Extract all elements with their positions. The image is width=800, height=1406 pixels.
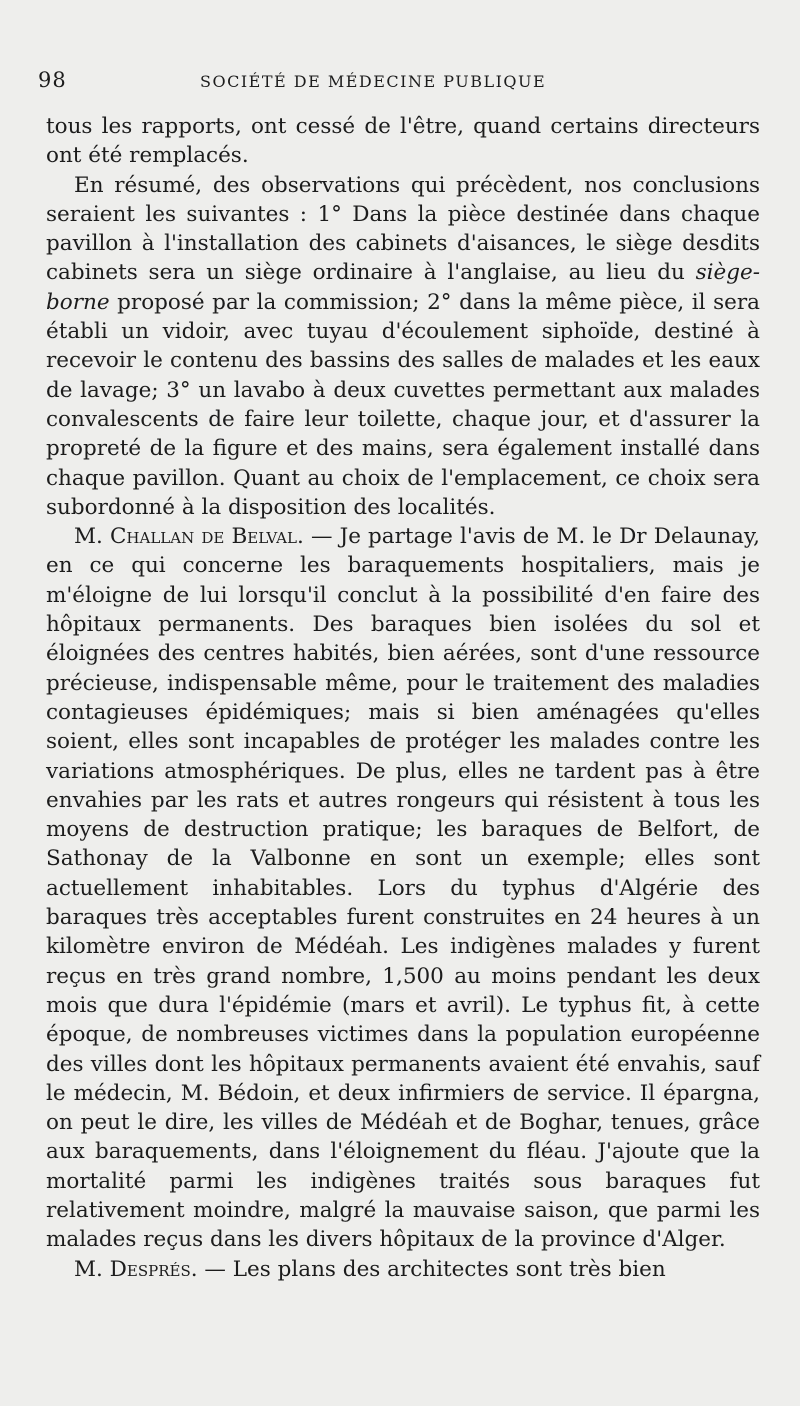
page-number: 98 <box>38 68 67 92</box>
paragraph-text: proposé par la commission; 2° dans la même pièce, il sera établi un vidoir, avec tuyau d'écoulement siphoïde, destiné à recevoir le contenu des bassins des salles de malades et les eaux de lavage; 3° un lavabo à deux cuvettes permettant aux malades convalescents de faire leur toilette, chaque jour, et d'assurer la propreté de la figure et des mains, sera également installé dans chaque pavillon. Quant au choix de l'emplacement, ce choix sera subordonné à la disposition des localités. <box>46 289 760 520</box>
paragraph-continued <box>46 112 760 171</box>
speaker-name: M. Després. <box>74 1256 198 1282</box>
italic-term: siège-borne <box>46 260 760 315</box>
page-body <box>46 112 760 1284</box>
paragraph-conclusions <box>46 171 760 523</box>
running-title: SOCIÉTÉ DE MÉDECINE PUBLIQUE <box>200 72 547 91</box>
paragraph-text: — Les plans des architectes sont très bien <box>197 1256 666 1282</box>
paragraph-text: — Je partage l'avis de M. le Dr Delaunay, en ce qui concerne les baraquements hospitaliers, mais je m'éloigne de lui lorsqu'il conclut à la possibilité d'en faire des hôpitaux permanents. Des baraques bien isolées du sol et éloignées des centres habités, bien aérées, sont d'une ressource précieuse, indispensable même, pour le traitement des maladies contagieuses épidémiques; mais si bien aménagées qu'elles soient, elles sont incapables de protéger les malades contre les variations atmosphériques. De plus, elles ne tardent pas à être envahies par les rats et autres rongeurs qui résistent à tous les moyens de destruction pratique; les baraques de Belfort, de Sathonay de la Valbonne en sont un exemple; elles sont actuellement inhabitables. Lors du typhus d'Algérie des baraques très acceptables furent construites en 24 heures à un kilomètre environ de Médéah. Les indigènes malades y furent reçus en très grand nombre, 1,500 au moins pendant les deux mois que dura l'épidémie (mars et avril). Le typhus fit, à cette époque, de nombreuses victimes dans la population européenne des villes dont les hôpitaux permanents avaient été envahis, sauf le médecin, M. Bédoin, et deux infirmiers de service. Il épargna, on peut le dire, les villes de Médéah et de Boghar, tenues, grâce aux baraquements, dans l'éloignement du fléau. J'ajoute que la mortalité parmi les indigènes traités sous baraques fut relativement moindre, malgré la mauvaise saison, que parmi les malades reçus dans les divers hôpitaux de la province d'Alger. <box>46 524 760 1253</box>
paragraph-text: En résumé, des observations qui précèdent, nos conclusions seraient les suivantes : 1° Dans la pièce destinée dans chaque pavillon à l'installation des cabinets d'aisances, le siège desdits cabinets sera un siège ordinaire à l'anglaise, au lieu du <box>46 172 760 286</box>
paragraph-challan <box>46 522 760 1254</box>
speaker-name: M. Challan de Belval. <box>74 524 304 550</box>
paragraph-despres <box>46 1255 760 1284</box>
paragraph-text: tous les rapports, ont cessé de l'être, quand certains directeurs ont été remplacés. <box>46 114 760 169</box>
page-header <box>38 68 760 98</box>
